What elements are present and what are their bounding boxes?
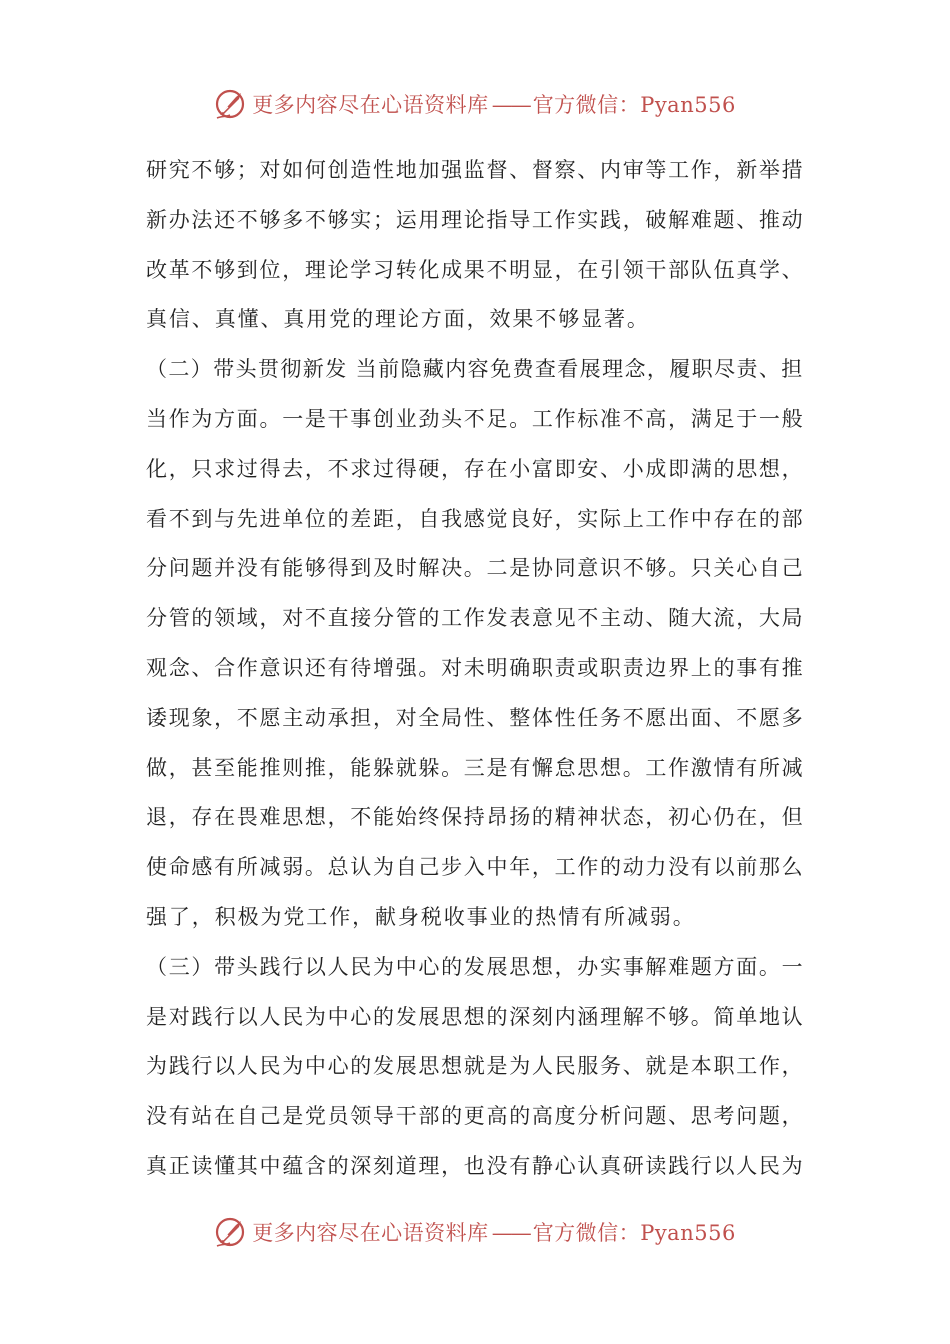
banner-dash: ——	[491, 93, 530, 117]
banner-wechat-label: 官方微信：	[532, 93, 641, 117]
banner-text	[252, 1217, 736, 1247]
text-line: 新办法还不够多不够实；运用理论指导工作实践，破解难题、推动	[146, 207, 805, 232]
text-line: 退，存在畏难思想，不能始终保持昂扬的精神状态，初心仍在，但	[146, 805, 805, 830]
text-line: （三）带头践行以人民为中心的发展思想，办实事解难题方面。一	[146, 954, 805, 979]
text-line: 为践行以人民为中心的发展思想就是为人民服务、就是本职工作，	[146, 1054, 805, 1079]
document-body	[146, 146, 806, 1192]
text-line: 诿现象，不愿主动承担，对全局性、整体性任务不愿出面、不愿多	[146, 705, 805, 730]
text-line: 真正读懂其中蕴含的深刻道理，也没有静心认真研读践行以人民为	[146, 1153, 805, 1178]
text-line: 强了，积极为党工作，献身税收事业的热情有所减弱。	[146, 904, 696, 929]
banner-title: 更多内容尽在心语资料库	[252, 1221, 489, 1245]
text-line: 改革不够到位，理论学习转化成果不明显，在引领干部队伍真学、	[146, 257, 805, 282]
pen-logo-icon	[214, 87, 248, 121]
text-line: 真信、真懂、真用党的理论方面，效果不够显著。	[146, 307, 650, 332]
banner-title: 更多内容尽在心语资料库	[252, 93, 489, 117]
text-line: 研究不够；对如何创造性地加强监督、督察、内审等工作，新举措	[146, 158, 805, 182]
header-banner	[0, 84, 950, 124]
text-line: 看不到与先进单位的差距，自我感觉良好，实际上工作中存在的部	[146, 506, 805, 531]
text-line: 分问题并没有能够得到及时解决。二是协同意识不够。只关心自己	[146, 556, 805, 581]
banner-text	[252, 89, 736, 119]
banner-wechat-label: 官方微信：	[532, 1221, 641, 1245]
text-line: 没有站在自己是党员领导干部的更高的高度分析问题、思考问题，	[146, 1104, 805, 1129]
text-line: 是对践行以人民为中心的发展思想的深刻内涵理解不够。简单地认	[146, 1004, 805, 1029]
text-line: 分管的领域，对不直接分管的工作发表意见不主动、随大流，大局	[146, 606, 805, 631]
text-line: 化，只求过得去，不求过得硬，存在小富即安、小成即满的思想，	[146, 456, 805, 481]
banner-wechat-id: Pyan556	[640, 1221, 736, 1245]
text-line: 观念、合作意识还有待增强。对未明确职责或职责边界上的事有推	[146, 655, 805, 680]
text-line: 使命感有所减弱。总认为自己步入中年，工作的动力没有以前那么	[146, 855, 805, 880]
banner-dash: ——	[491, 1221, 530, 1245]
banner-wechat-id: Pyan556	[640, 93, 736, 117]
text-line: （二）带头贯彻新发 当前隐藏内容免费查看展理念，履职尽责、担	[146, 357, 804, 382]
pen-logo-icon	[214, 1215, 248, 1249]
text-line: 当作为方面。一是干事创业劲头不足。工作标准不高，满足于一般	[146, 406, 805, 431]
footer-banner	[0, 1212, 950, 1252]
text-line: 做，甚至能推则推，能躲就躲。三是有懈怠思想。工作激情有所减	[146, 755, 805, 780]
